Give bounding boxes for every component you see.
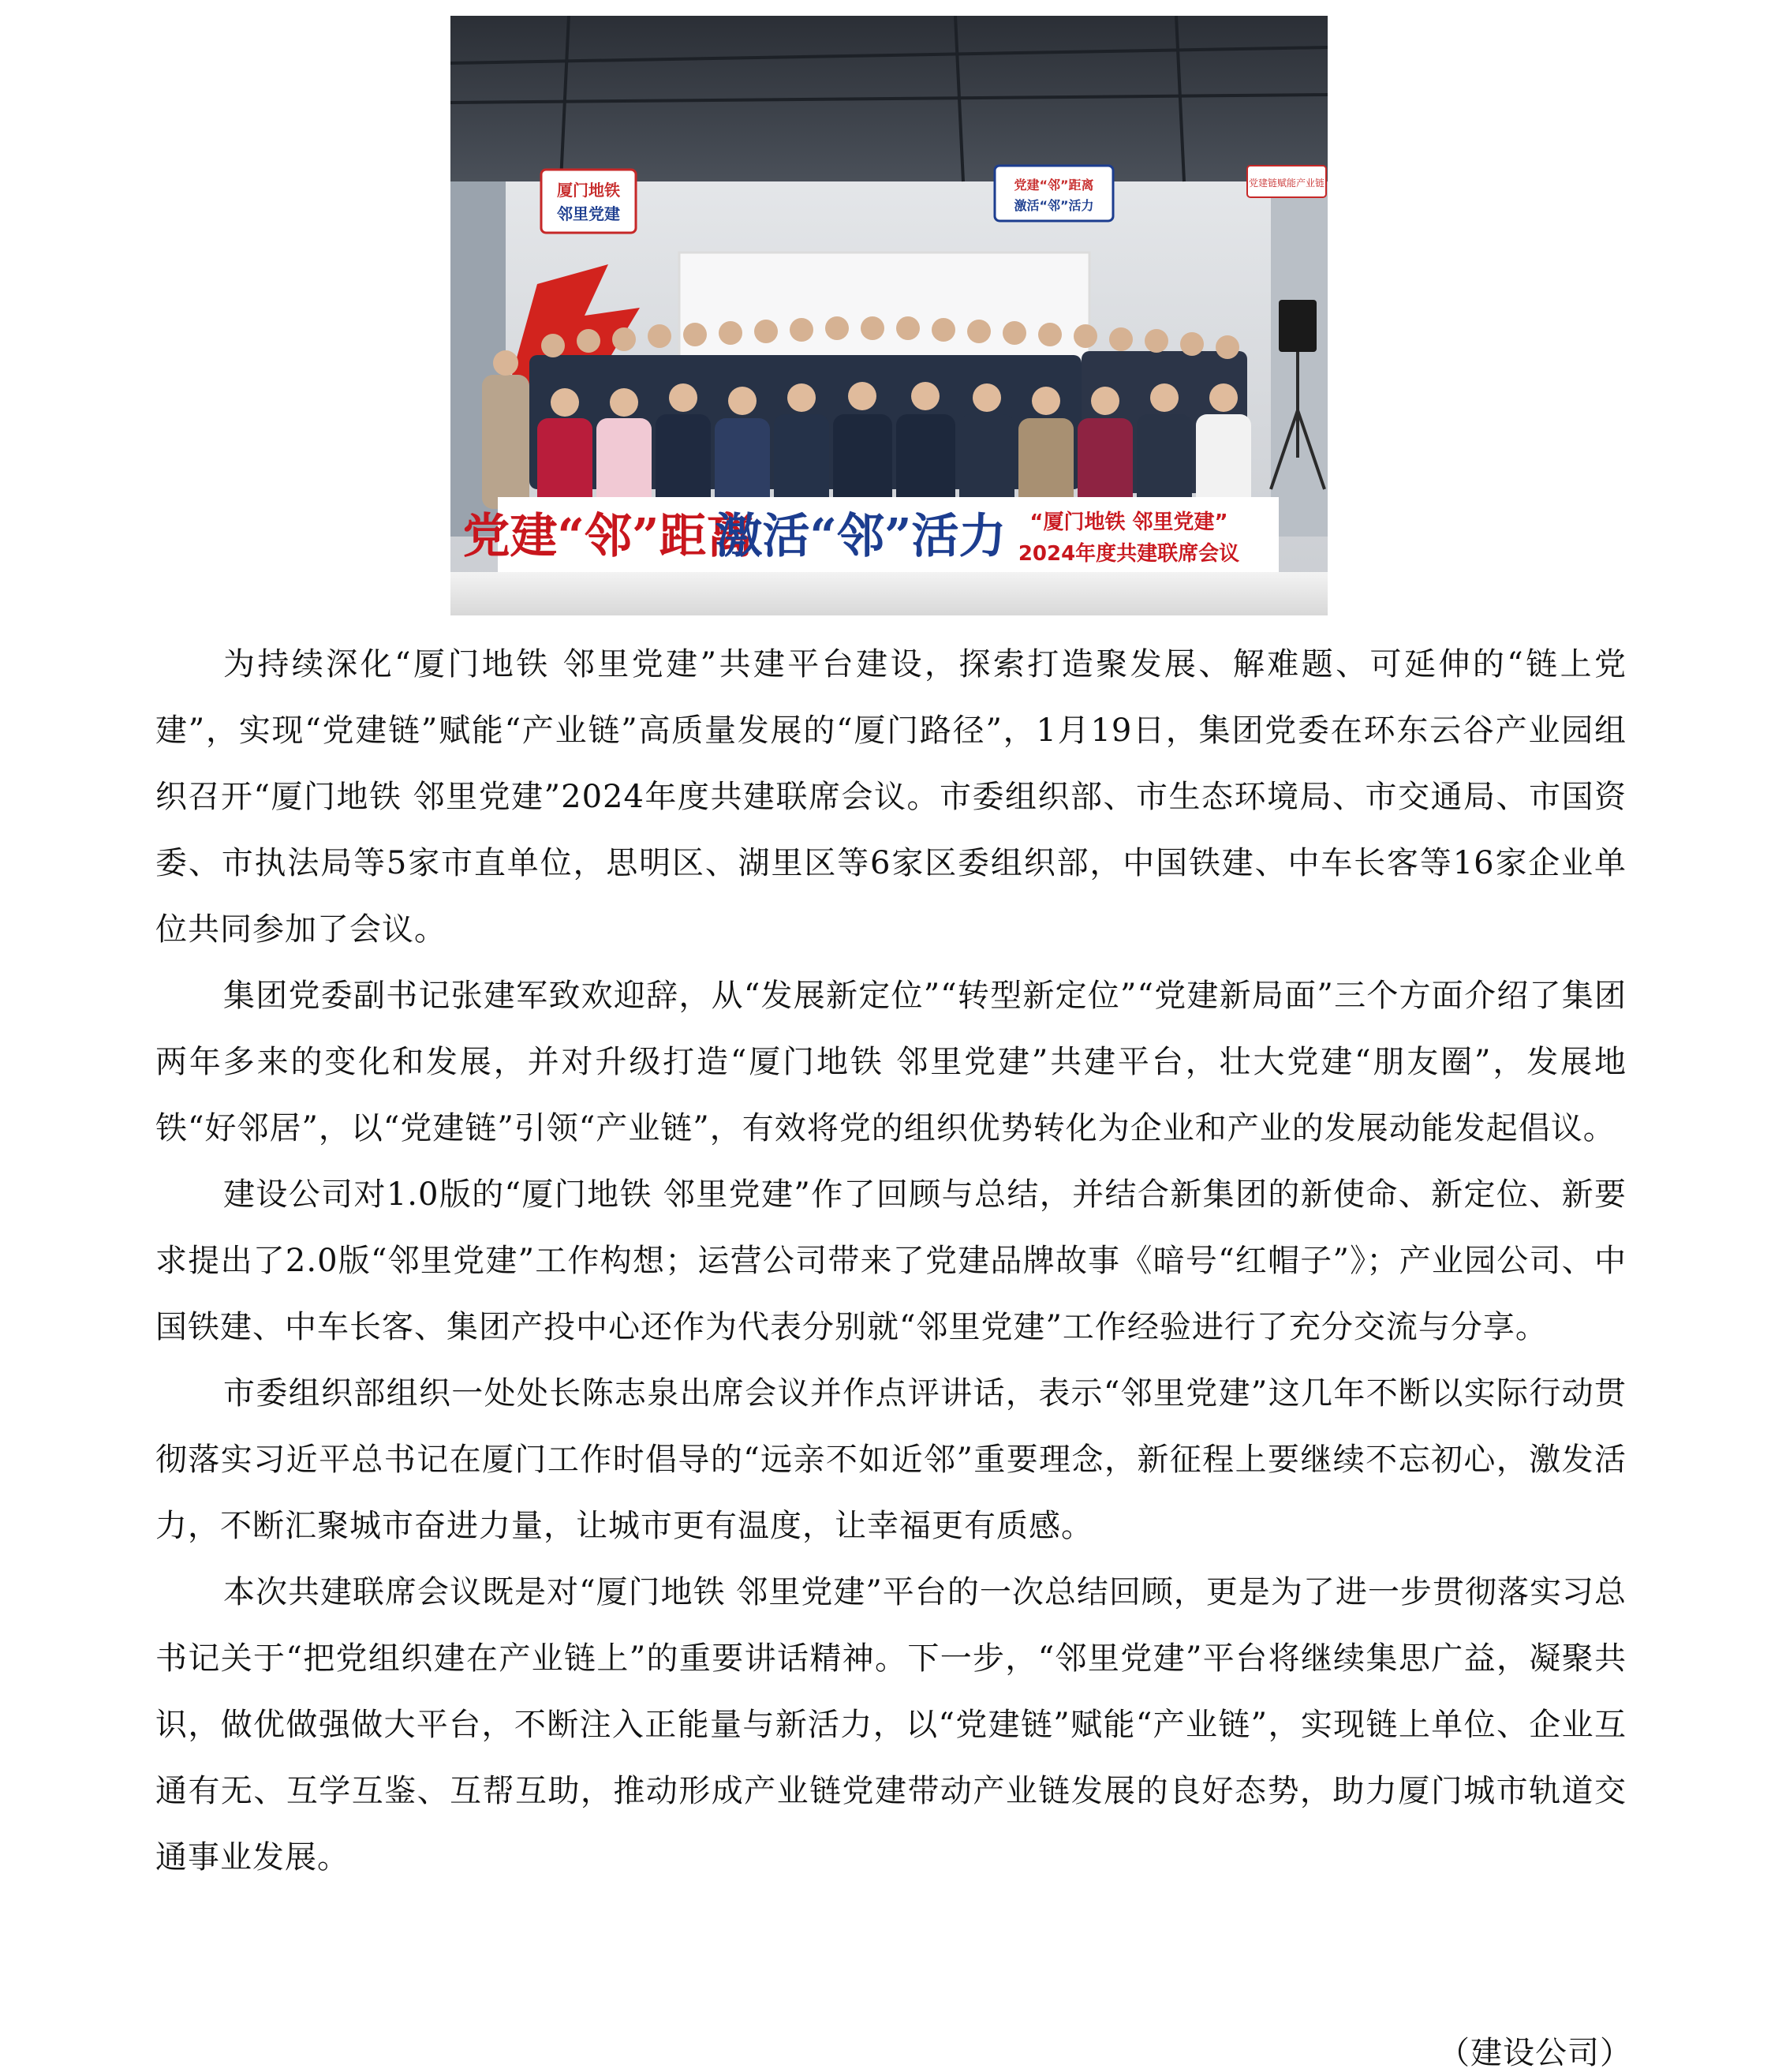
article-source: （建设公司） bbox=[1438, 2035, 1632, 2071]
sign-text: 激活“邻”活力 bbox=[1014, 198, 1094, 213]
sign-text: 党建“邻”距离 bbox=[1014, 178, 1094, 193]
banner-middle-text: 激活“邻”活力 bbox=[715, 509, 1007, 564]
hanging-sign-2 bbox=[995, 166, 1113, 221]
banner-left-text: 党建“邻”距离 bbox=[462, 509, 754, 564]
sign-text: 党建链赋能产业链 bbox=[1248, 178, 1325, 189]
group-photo bbox=[450, 16, 1328, 615]
article-paragraph: 建设公司对1.0版的“厦门地铁 邻里党建”作了回顾与总结，并结合新集团的新使命、新定位、新要求提出了2.0版“邻里党建”工作构想；运营公司带来了党建品牌故事《暗号“红帽子”》；产业园公司、中国铁建、中车长客、集团产投中心还作为代表分别就“邻里党建”工作经验进行了充分交流与分享。 bbox=[155, 1176, 1627, 1345]
article-paragraph: 为持续深化“厦门地铁 邻里党建”共建平台建设，探索打造聚发展、解难题、可延伸的“链上党建”，实现“党建链”赋能“产业链”高质量发展的“厦门路径”，1月19日，集团党委在环东云谷产业园组织召开“厦门地铁 邻里党建”2024年度共建联席会议。市委组织部、市生态环境局、市交通局、市国资委、市执法局等5家市直单位，思明区、湖里区等6家区委组织部，中国铁建、中车长客等16家企业单位共同参加了会议。 bbox=[155, 646, 1627, 948]
banner-right-subtitle: 2024年度共建联席会议 bbox=[1018, 542, 1240, 566]
sign-text: 邻里党建 bbox=[557, 204, 620, 223]
hanging-sign-3 bbox=[1247, 166, 1326, 197]
article-paragraph: 本次共建联席会议既是对“厦门地铁 邻里党建”平台的一次总结回顾，更是为了进一步贯彻落实习总书记关于“把党组织建在产业链上”的重要讲话精神。下一步，“邻里党建”平台将继续集思广益，凝聚共识，做优做强做大平台，不断注入正能量与新活力，以“党建链”赋能“产业链”，实现链上单位、企业互通有无、互学互鉴、互帮互助，推动形成产业链党建带动产业链发展的良好态势，助力厦门城市轨道交通事业发展。 bbox=[155, 1574, 1627, 1876]
banner-right-title: “厦门地铁 邻里党建” bbox=[1029, 511, 1228, 534]
hanging-sign-1 bbox=[541, 170, 636, 233]
sign-text: 厦门地铁 bbox=[557, 181, 620, 200]
article-paragraph: 集团党委副书记张建军致欢迎辞，从“发展新定位”“转型新定位”“党建新局面”三个方面介绍了集团两年多来的变化和发展，并对升级打造“厦门地铁 邻里党建”共建平台，壮大党建“朋友圈”，发展地铁“好邻居”，以“党建链”引领“产业链”，有效将党的组织优势转化为企业和产业的发展动能发起倡议。 bbox=[155, 978, 1627, 1146]
article-body bbox=[155, 631, 1627, 1891]
group-photo-scene bbox=[450, 16, 1328, 615]
floor bbox=[450, 572, 1328, 615]
article-paragraph: 市委组织部组织一处处长陈志泉出席会议并作点评讲话，表示“邻里党建”这几年不断以实际行动贯彻落实习近平总书记在厦门工作时倡导的“远亲不如近邻”重要理念，新征程上要继续不忘初心，激发活力，不断汇聚城市奋进力量，让城市更有温度，让幸福更有质感。 bbox=[155, 1375, 1627, 1544]
